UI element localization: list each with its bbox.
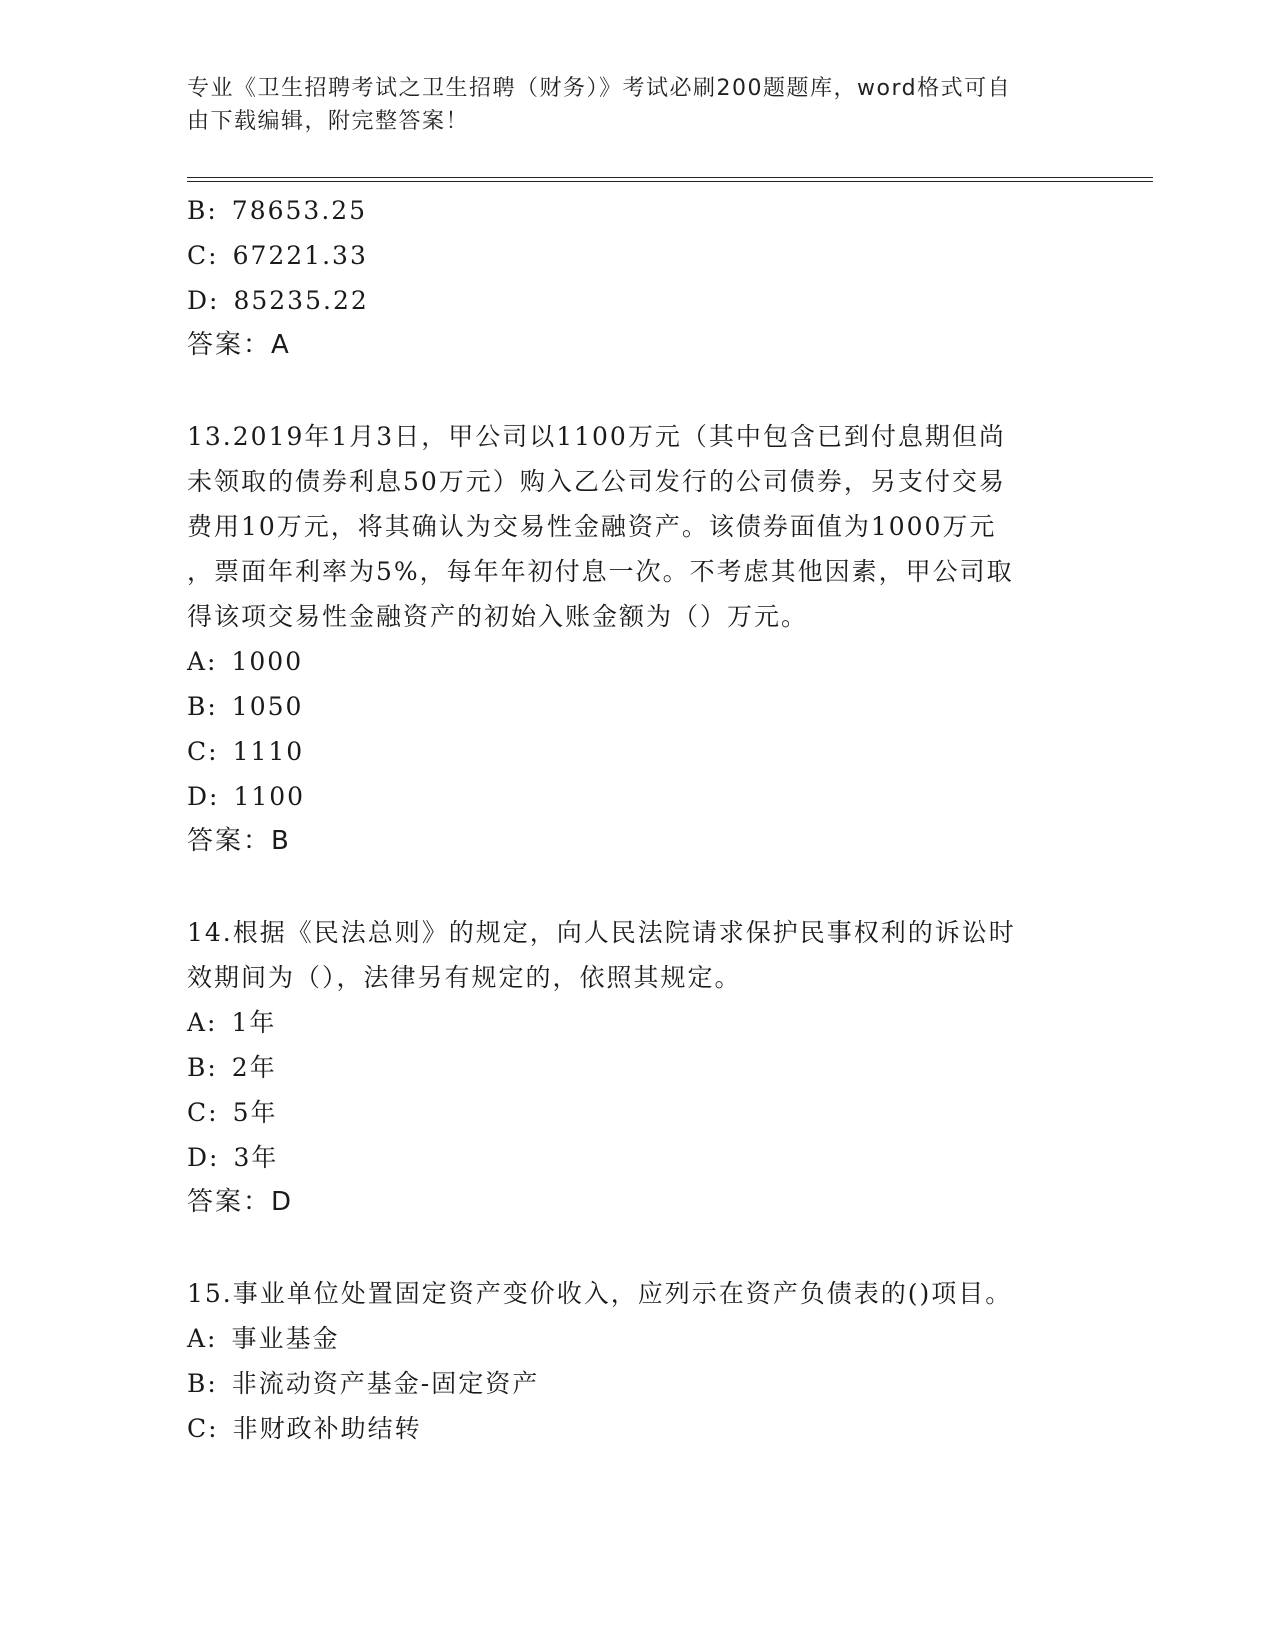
option-a: A: 1000: [187, 647, 304, 676]
question-list: [187, 188, 1087, 1451]
question-13: [187, 414, 1087, 864]
question-text-line: 15.事业单位处置固定资产变价收入，应列示在资产负债表的()项目。: [187, 1279, 1013, 1308]
question-text-line: 效期间为（），法律另有规定的，依照其规定。: [187, 963, 742, 992]
question-text-line: ，票面年利率为5%，每年年初付息一次。不考虑其他因素，甲公司取: [187, 557, 1014, 586]
answer-line: 答案：D: [187, 1187, 294, 1217]
option-d: D: 85235.22: [187, 286, 369, 315]
option-b: B: 78653.25: [187, 196, 368, 225]
option-d: D: 3年: [187, 1143, 279, 1172]
header-line-2: 由下载编辑，附完整答案！: [187, 109, 470, 134]
header-line-1: 专业《卫生招聘考试之卫生招聘（财务）》考试必刷200题题库，word格式可自: [187, 76, 1012, 101]
option-c: C: 67221.33: [187, 241, 368, 270]
question-text-line: 未领取的债券利息50万元）购入乙公司发行的公司债券，另支付交易: [187, 467, 1006, 496]
option-a: A: 事业基金: [187, 1324, 340, 1353]
option-b: B: 2年: [187, 1053, 277, 1082]
option-c: C: 1110: [187, 737, 305, 766]
question-12-continuation: [187, 188, 1087, 368]
option-d: D: 1100: [187, 782, 306, 811]
option-c: C: 5年: [187, 1098, 278, 1127]
answer-line: 答案：A: [187, 330, 291, 360]
question-15: [187, 1271, 1087, 1451]
question-14: [187, 910, 1087, 1225]
option-b: B: 1050: [187, 692, 304, 721]
answer-line: 答案：B: [187, 826, 291, 856]
question-text-line: 13.2019年1月3日，甲公司以1100万元（其中包含已到付息期但尚: [187, 422, 1006, 451]
option-a: A: 1年: [187, 1008, 277, 1037]
question-text-line: 14.根据《民法总则》的规定，向人民法院请求保护民事权利的诉讼时: [187, 918, 1016, 947]
question-text-line: 费用10万元，将其确认为交易性金融资产。该债券面值为1000万元: [187, 512, 997, 541]
header-divider-top: [187, 177, 1153, 178]
question-text-line: 得该项交易性金融资产的初始入账金额为（）万元。: [187, 602, 809, 631]
header-divider-bottom: [187, 181, 1153, 182]
document-header: [187, 72, 1077, 138]
option-b: B: 非流动资产基金-固定资产: [187, 1369, 540, 1398]
option-c: C: 非财政补助结转: [187, 1414, 422, 1443]
